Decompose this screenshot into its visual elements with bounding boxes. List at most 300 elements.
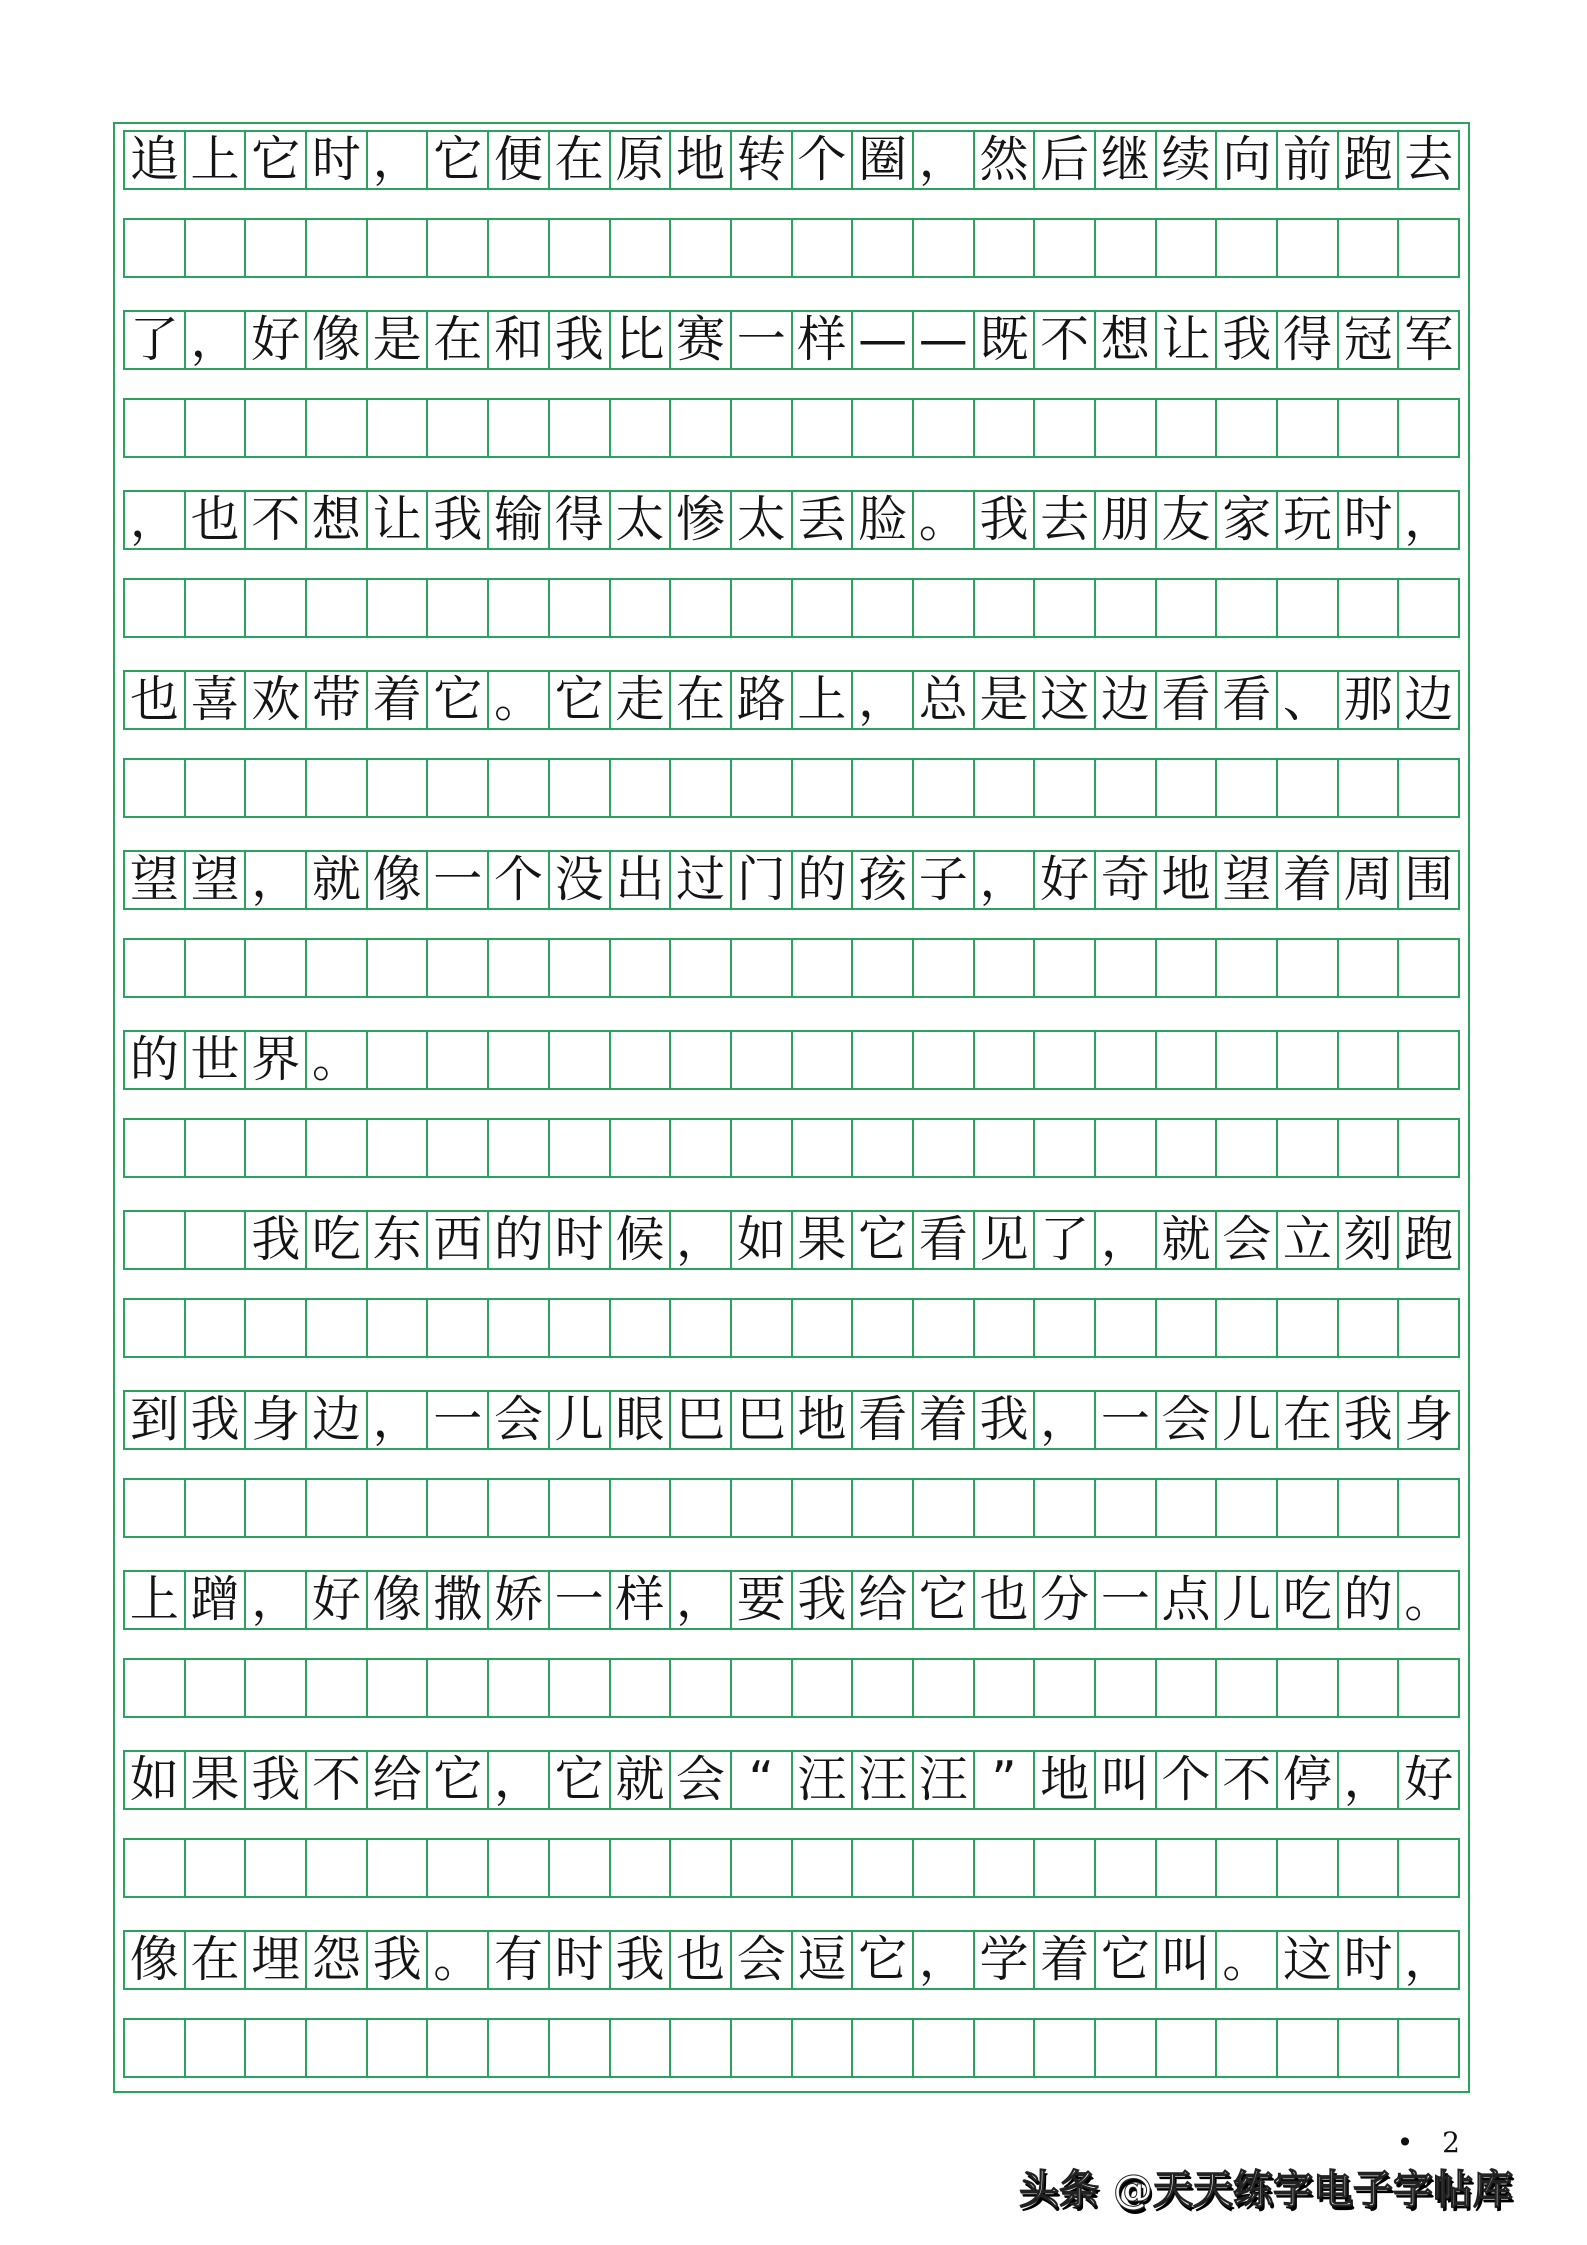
grid-cell: 我: [1217, 312, 1278, 368]
grid-cell: 后: [1035, 132, 1096, 188]
grid-cell: [550, 760, 611, 816]
grid-cell: 这: [1278, 1932, 1339, 1988]
blank-row: [123, 1838, 1460, 1898]
grid-cell: 像: [368, 1572, 429, 1628]
grid-cell: [853, 1840, 914, 1896]
grid-cell: 不: [307, 1752, 368, 1808]
grid-cell: [1399, 1120, 1458, 1176]
grid-cell: [793, 1660, 854, 1716]
grid-cell: [307, 400, 368, 456]
grid-cell: [611, 1120, 672, 1176]
grid-cell: [975, 940, 1036, 996]
blank-row: [123, 1118, 1460, 1178]
grid-cell: 叫: [1096, 1752, 1157, 1808]
grid-cell: [1217, 760, 1278, 816]
grid-cell: [1217, 220, 1278, 276]
grid-cell: 边: [1404, 671, 1454, 728]
grid-cell: 欢: [246, 672, 307, 728]
grid-cell: [550, 1480, 611, 1536]
grid-cell: 个: [489, 852, 550, 908]
grid-cell: [550, 580, 611, 636]
grid-cell: [368, 400, 429, 456]
grid-cell: 蹭: [186, 1572, 247, 1628]
grid-cell: [975, 1032, 1036, 1088]
grid-cell: [246, 940, 307, 996]
grid-cell: 孩: [853, 852, 914, 908]
grid-cell: [975, 220, 1036, 276]
grid-cell: [853, 1660, 914, 1716]
grid-cell: [732, 1660, 793, 1716]
grid-cell: [246, 1300, 307, 1356]
grid-cell: [1096, 580, 1157, 636]
grid-cell: [1157, 1840, 1218, 1896]
grid-cell: 就: [611, 1752, 672, 1808]
grid-cell: [793, 1120, 854, 1176]
grid-cell: [428, 400, 489, 456]
grid-cell: 边: [307, 1392, 368, 1448]
grid-cell: [1096, 400, 1157, 456]
grid-cell: 比: [611, 312, 672, 368]
grid-cell: [1035, 940, 1096, 996]
grid-cell: [307, 940, 368, 996]
grid-cell: 刻: [1339, 1212, 1400, 1268]
grid-cell: 我: [1339, 1392, 1400, 1448]
grid-cell: 跑: [1339, 132, 1400, 188]
grid-cell: 跑: [1404, 1211, 1454, 1268]
grid-cell: 时: [307, 132, 368, 188]
grid-cell: [1217, 1032, 1278, 1088]
grid-cell: 有: [489, 1932, 550, 1988]
grid-cell: 太: [732, 492, 793, 548]
grid-cell: 果: [186, 1752, 247, 1808]
grid-cell: 好: [1035, 852, 1096, 908]
grid-cell: 身: [1404, 1391, 1454, 1448]
text-row: [123, 490, 1460, 550]
grid-cell: [1035, 760, 1096, 816]
grid-cell: 向: [1217, 132, 1278, 188]
grid-cell: [853, 1480, 914, 1536]
grid-cell: 在: [671, 672, 732, 728]
grid-cell: 它: [914, 1572, 975, 1628]
blank-row: [123, 578, 1460, 638]
grid-cell: 一: [428, 1392, 489, 1448]
text-row: [123, 670, 1460, 730]
grid-cell: [1096, 220, 1157, 276]
grid-cell: 的: [793, 852, 854, 908]
grid-cell: 立: [1278, 1212, 1339, 1268]
grid-cell: [1217, 580, 1278, 636]
grid-cell: 眼: [611, 1392, 672, 1448]
grid-cell: [611, 2020, 672, 2076]
grid-cell: 惨: [671, 492, 732, 548]
grid-cell: 着: [368, 672, 429, 728]
grid-cell: [1278, 940, 1339, 996]
grid-cell: ，: [186, 312, 247, 368]
grid-cell: [125, 1840, 186, 1896]
grid-cell: 会: [732, 1932, 793, 1988]
grid-cell: [732, 760, 793, 816]
grid-cell: [1399, 220, 1458, 276]
grid-cell: 像: [368, 852, 429, 908]
grid-cell: [1217, 1480, 1278, 1536]
grid-cell: [1157, 1660, 1218, 1716]
grid-cell: 着: [1035, 1932, 1096, 1988]
grid-cell: [186, 1300, 247, 1356]
grid-cell: [853, 1032, 914, 1088]
grid-cell: 不: [246, 492, 307, 548]
grid-cell: [611, 1300, 672, 1356]
grid-cell: [1399, 1840, 1458, 1896]
grid-cell: 要: [732, 1572, 793, 1628]
grid-cell: [914, 400, 975, 456]
grid-cell: [125, 1300, 186, 1356]
grid-cell: 走: [611, 672, 672, 728]
grid-cell: 它: [853, 1932, 914, 1988]
grid-cell: ，: [1035, 1392, 1096, 1448]
grid-cell: ”: [975, 1752, 1036, 1808]
grid-cell: 候: [611, 1212, 672, 1268]
grid-cell: 好: [1404, 1751, 1454, 1808]
grid-cell: 儿: [1217, 1392, 1278, 1448]
grid-cell: 那: [1339, 672, 1400, 728]
grid-cell: [975, 580, 1036, 636]
grid-cell: 埋: [246, 1932, 307, 1988]
grid-cell: [1339, 400, 1400, 456]
grid-cell: [550, 2020, 611, 2076]
grid-cell: 儿: [1217, 1572, 1278, 1628]
grid-cell: [1278, 1032, 1339, 1088]
grid-cell: [428, 580, 489, 636]
grid-cell: [1035, 220, 1096, 276]
grid-cell: 分: [1035, 1572, 1096, 1628]
grid-cell: [550, 940, 611, 996]
grid-cell: 怨: [307, 1932, 368, 1988]
blank-row: [123, 1298, 1460, 1358]
blank-row: [123, 758, 1460, 818]
grid-cell: [489, 1300, 550, 1356]
grid-cell: 吃: [1278, 1572, 1339, 1628]
grid-cell: 一: [1096, 1392, 1157, 1448]
grid-cell: [125, 940, 186, 996]
grid-cell: [1096, 1120, 1157, 1176]
grid-cell: [125, 1660, 186, 1716]
grid-cell: [1096, 1840, 1157, 1896]
grid-cell: 。: [489, 672, 550, 728]
grid-cell: [914, 1120, 975, 1176]
grid-cell: 。: [1217, 1932, 1278, 1988]
grid-cell: 望: [186, 852, 247, 908]
grid-cell: [1399, 760, 1458, 816]
grid-cell: [732, 400, 793, 456]
grid-cell: [368, 1300, 429, 1356]
grid-cell: 的: [489, 1212, 550, 1268]
grid-cell: 我: [975, 1392, 1036, 1448]
grid-cell: 它: [428, 132, 489, 188]
grid-cell: 脸: [853, 492, 914, 548]
grid-cell: [1157, 220, 1218, 276]
grid-cell: [428, 940, 489, 996]
grid-cell: 喜: [186, 672, 247, 728]
grid-cell: [246, 760, 307, 816]
grid-cell: ，: [914, 1932, 975, 1988]
grid-cell: [853, 760, 914, 816]
grid-cell: 不: [1035, 312, 1096, 368]
grid-cell: [1278, 400, 1339, 456]
grid-cell: [186, 580, 247, 636]
grid-cell: [1399, 580, 1458, 636]
grid-cell: [186, 400, 247, 456]
grid-cell: ，: [1404, 1931, 1454, 1988]
grid-cell: [975, 400, 1036, 456]
grid-cell: 叫: [1157, 1932, 1218, 1988]
grid-cell: [1339, 1660, 1400, 1716]
grid-cell: [186, 760, 247, 816]
grid-cell: 着: [914, 1392, 975, 1448]
grid-cell: [307, 1300, 368, 1356]
grid-cell: [489, 580, 550, 636]
grid-cell: 一: [428, 852, 489, 908]
grid-cell: 世: [186, 1032, 247, 1088]
grid-cell: [611, 940, 672, 996]
grid-cell: 门: [732, 852, 793, 908]
grid-cell: [246, 580, 307, 636]
grid-cell: 会: [489, 1392, 550, 1448]
grid-cell: [1339, 580, 1400, 636]
blank-row: [123, 938, 1460, 998]
grid-cell: [732, 220, 793, 276]
grid-cell: 我: [975, 492, 1036, 548]
grid-cell: [489, 940, 550, 996]
grid-cell: [186, 1212, 247, 1268]
grid-cell: [1096, 2020, 1157, 2076]
grid-cell: [914, 1032, 975, 1088]
grid-cell: [1217, 1300, 1278, 1356]
grid-cell: [1339, 1840, 1400, 1896]
grid-cell: 在: [186, 1932, 247, 1988]
grid-cell: 会: [671, 1752, 732, 1808]
grid-cell: 这: [1035, 672, 1096, 728]
grid-cell: [489, 400, 550, 456]
grid-cell: [307, 1480, 368, 1536]
grid-cell: [1278, 1300, 1339, 1356]
grid-cell: 时: [550, 1932, 611, 1988]
grid-cell: [732, 2020, 793, 2076]
grid-cell: 看: [853, 1392, 914, 1448]
grid-cell: ，: [246, 1572, 307, 1628]
grid-cell: [671, 1120, 732, 1176]
grid-cell: [853, 940, 914, 996]
grid-cell: [1217, 400, 1278, 456]
grid-cell: [125, 220, 186, 276]
grid-cell: [853, 580, 914, 636]
grid-cell: 望: [1217, 852, 1278, 908]
grid-cell: 如: [125, 1752, 186, 1808]
grid-cell: [550, 1300, 611, 1356]
grid-cell: [246, 2020, 307, 2076]
grid-cell: [186, 2020, 247, 2076]
grid-cell: [853, 220, 914, 276]
grid-cell: [793, 1480, 854, 1536]
grid-cell: [611, 760, 672, 816]
grid-cell: 汪: [793, 1752, 854, 1808]
grid-cell: [1096, 1032, 1157, 1088]
grid-cell: [671, 940, 732, 996]
grid-cell: [914, 580, 975, 636]
grid-cell: 给: [368, 1752, 429, 1808]
grid-cell: [186, 1120, 247, 1176]
grid-cell: 在: [1278, 1392, 1339, 1448]
grid-cell: 带: [307, 672, 368, 728]
grid-cell: [671, 400, 732, 456]
grid-cell: 我: [246, 1752, 307, 1808]
grid-cell: 想: [1096, 312, 1157, 368]
grid-cell: [671, 1032, 732, 1088]
grid-cell: [125, 580, 186, 636]
text-row: [123, 1030, 1460, 1090]
grid-cell: [1339, 760, 1400, 816]
grid-cell: 总: [914, 672, 975, 728]
grid-cell: 得: [550, 492, 611, 548]
blank-row: [123, 1658, 1460, 1718]
grid-cell: 。: [1404, 1571, 1454, 1628]
grid-cell: 追: [125, 132, 186, 188]
grid-cell: 着: [1278, 852, 1339, 908]
grid-cell: 界: [246, 1032, 307, 1088]
grid-cell: 停: [1278, 1752, 1339, 1808]
grid-cell: 的: [1339, 1572, 1400, 1628]
grid-cell: [1278, 760, 1339, 816]
grid-cell: [1035, 1840, 1096, 1896]
grid-cell: ，: [853, 672, 914, 728]
grid-cell: [489, 1120, 550, 1176]
grid-cell: [914, 1840, 975, 1896]
grid-cell: [611, 1840, 672, 1896]
grid-cell: 点: [1157, 1572, 1218, 1628]
grid-cell: 汪: [853, 1752, 914, 1808]
grid-cell: [611, 580, 672, 636]
grid-cell: [368, 760, 429, 816]
grid-cell: [1399, 940, 1458, 996]
text-row: [123, 1750, 1460, 1810]
grid-cell: [975, 1660, 1036, 1716]
grid-cell: [246, 1660, 307, 1716]
grid-cell: 也: [186, 492, 247, 548]
grid-cell: 是: [368, 312, 429, 368]
grid-cell: 我: [550, 312, 611, 368]
grid-cell: [1339, 940, 1400, 996]
grid-cell: [793, 220, 854, 276]
grid-cell: 巴: [732, 1392, 793, 1448]
grid-cell: [914, 760, 975, 816]
grid-cell: [246, 220, 307, 276]
grid-cell: [1035, 2020, 1096, 2076]
grid-cell: [793, 580, 854, 636]
grid-cell: [246, 1840, 307, 1896]
grid-cell: [428, 1300, 489, 1356]
grid-cell: [671, 1480, 732, 1536]
grid-cell: [1217, 2020, 1278, 2076]
grid-cell: [186, 1660, 247, 1716]
grid-cell: [1096, 940, 1157, 996]
grid-cell: 就: [307, 852, 368, 908]
grid-cell: [793, 940, 854, 996]
grid-cell: [1035, 1032, 1096, 1088]
grid-cell: 个: [1157, 1752, 1218, 1808]
grid-cell: [1035, 1300, 1096, 1356]
grid-cell: 儿: [550, 1392, 611, 1448]
grid-cell: 边: [1096, 672, 1157, 728]
grid-cell: 便: [489, 132, 550, 188]
grid-cell: 它: [1096, 1932, 1157, 1988]
grid-cell: 巴: [671, 1392, 732, 1448]
grid-cell: [1278, 220, 1339, 276]
grid-cell: 一: [550, 1572, 611, 1628]
grid-cell: 家: [1217, 492, 1278, 548]
grid-cell: 前: [1278, 132, 1339, 188]
grid-cell: [1339, 1480, 1400, 1536]
grid-cell: [550, 1840, 611, 1896]
grid-cell: 让: [1157, 312, 1218, 368]
grid-cell: 赛: [671, 312, 732, 368]
grid-cell: [1217, 1660, 1278, 1716]
grid-cell: [1157, 940, 1218, 996]
grid-cell: 、: [1278, 672, 1339, 728]
grid-cell: 时: [1339, 1932, 1400, 1988]
grid-cell: [1399, 2020, 1458, 2076]
grid-cell: 看: [914, 1212, 975, 1268]
grid-cell: 见: [975, 1212, 1036, 1268]
grid-cell: [428, 1660, 489, 1716]
grid-cell: [611, 1480, 672, 1536]
grid-cell: 继: [1096, 132, 1157, 188]
grid-cell: [853, 2020, 914, 2076]
grid-cell: [1035, 1480, 1096, 1536]
grid-cell: 好: [307, 1572, 368, 1628]
grid-cell: 地: [1035, 1752, 1096, 1808]
grid-cell: 也: [975, 1572, 1036, 1628]
grid-cell: [1035, 1120, 1096, 1176]
grid-cell: [1157, 400, 1218, 456]
grid-cell: 看: [1157, 672, 1218, 728]
grid-cell: 我: [186, 1392, 247, 1448]
grid-cell: [732, 940, 793, 996]
grid-cell: 一: [732, 312, 793, 368]
grid-cell: [671, 1840, 732, 1896]
grid-cell: [428, 1840, 489, 1896]
grid-cell: 没: [550, 852, 611, 908]
grid-cell: 续: [1157, 132, 1218, 188]
grid-cell: 是: [975, 672, 1036, 728]
grid-cell: [914, 2020, 975, 2076]
grid-cell: [368, 1032, 429, 1088]
grid-cell: 去: [1035, 492, 1096, 548]
grid-cell: [732, 1480, 793, 1536]
grid-cell: 个: [793, 132, 854, 188]
grid-cell: [1035, 1660, 1096, 1716]
grid-cell: [550, 1032, 611, 1088]
blank-row: [123, 2018, 1460, 2078]
grid-cell: [428, 1120, 489, 1176]
grid-cell: [428, 2020, 489, 2076]
grid-cell: 学: [975, 1932, 1036, 1988]
grid-cell: 我: [611, 1932, 672, 1988]
grid-cell: [1339, 1300, 1400, 1356]
grid-cell: [1339, 2020, 1400, 2076]
grid-cell: [1339, 1120, 1400, 1176]
grid-cell: [1096, 1480, 1157, 1536]
grid-cell: [428, 760, 489, 816]
grid-cell: ，: [1096, 1212, 1157, 1268]
